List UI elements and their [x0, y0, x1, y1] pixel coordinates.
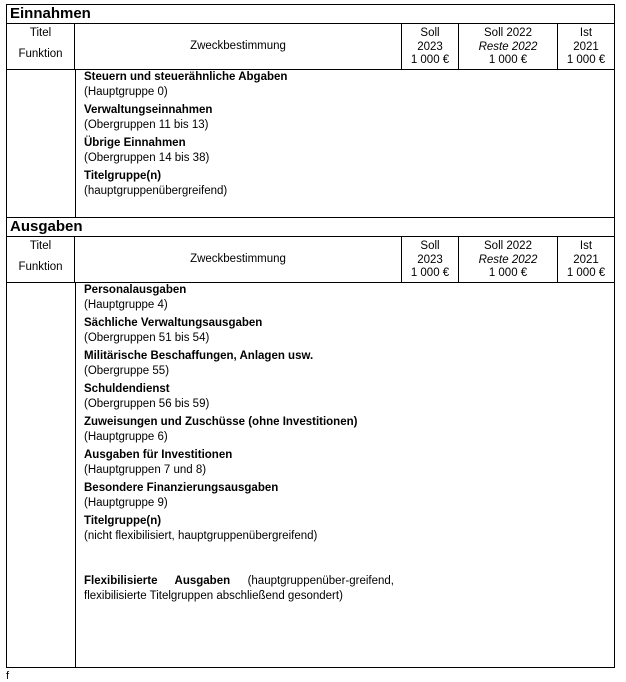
flexibilisierte-ausgaben-item: Flexibilisierte Ausgaben (hauptgruppenüber-greifend, flexibilisierte Titelgruppen abschließend gesondert) — [84, 575, 394, 602]
section-title-einnahmen: Einnahmen — [7, 5, 614, 24]
header-funktion: Funktion — [18, 261, 63, 273]
header-titel: Titel — [29, 27, 52, 39]
header-ist-2021: Ist 2021 1 000 € — [566, 27, 606, 66]
header-soll-2022: Soll 2022 Reste 2022 1 000 € — [459, 24, 558, 69]
section-title-ausgaben: Ausgaben — [7, 218, 614, 237]
header-soll-2023: Soll 2023 1 000 € — [402, 237, 459, 282]
header-zweckbestimmung: Zweckbestimmung — [75, 24, 402, 69]
header-funktion: Funktion — [18, 48, 63, 60]
header-titel: Titel — [29, 240, 52, 252]
einnahmen-item: Steuern und steuerähnliche Abgaben (Hauptgruppe 0) — [84, 71, 288, 98]
ausgaben-item: Titelgruppe(n) (nicht flexibilisiert, hauptgruppenübergreifend) — [84, 515, 318, 542]
header-titel-funktion — [7, 237, 75, 282]
ausgaben-item: Besondere Finanzierungsausgaben (Hauptgruppe 9) — [84, 482, 279, 509]
header-soll-2023: Soll 2023 1 000 € — [402, 24, 459, 69]
einnahmen-item: Titelgruppe(n) (hauptgruppenübergreifend) — [84, 170, 228, 197]
ausgaben-item: Schuldendienst (Obergruppen 56 bis 59) — [84, 383, 210, 410]
einnahmen-item: Übrige Einnahmen (Obergruppen 14 bis 38) — [84, 137, 210, 164]
einnahmen-body — [7, 70, 614, 218]
ausgaben-item: Sächliche Verwaltungsausgaben (Obergruppen 51 bis 54) — [84, 317, 263, 344]
header-row-ausgaben — [7, 237, 614, 283]
ausgaben-item: Ausgaben für Investitionen (Hauptgruppen 7 und 8) — [84, 449, 233, 476]
header-row-einnahmen — [7, 24, 614, 70]
header-zweckbestimmung: Zweckbestimmung — [75, 237, 402, 282]
ausgaben-body — [7, 283, 614, 667]
footnote-mark: f — [6, 670, 10, 682]
header-soll-2022: Soll 2022 Reste 2022 1 000 € — [459, 237, 558, 282]
header-titel-funktion — [7, 24, 75, 69]
header-ist-2021: Ist 2021 1 000 € — [566, 240, 606, 279]
ausgaben-item: Personalausgaben (Hauptgruppe 4) — [84, 284, 187, 311]
ausgaben-item: Militärische Beschaffungen, Anlagen usw. (Obergruppe 55) — [84, 350, 314, 377]
ausgaben-item: Zuweisungen und Zuschüsse (ohne Investitionen) (Hauptgruppe 6) — [84, 416, 358, 443]
budget-schema-table — [6, 4, 615, 668]
einnahmen-item: Verwaltungseinnahmen (Obergruppen 11 bis 13) — [84, 104, 213, 131]
